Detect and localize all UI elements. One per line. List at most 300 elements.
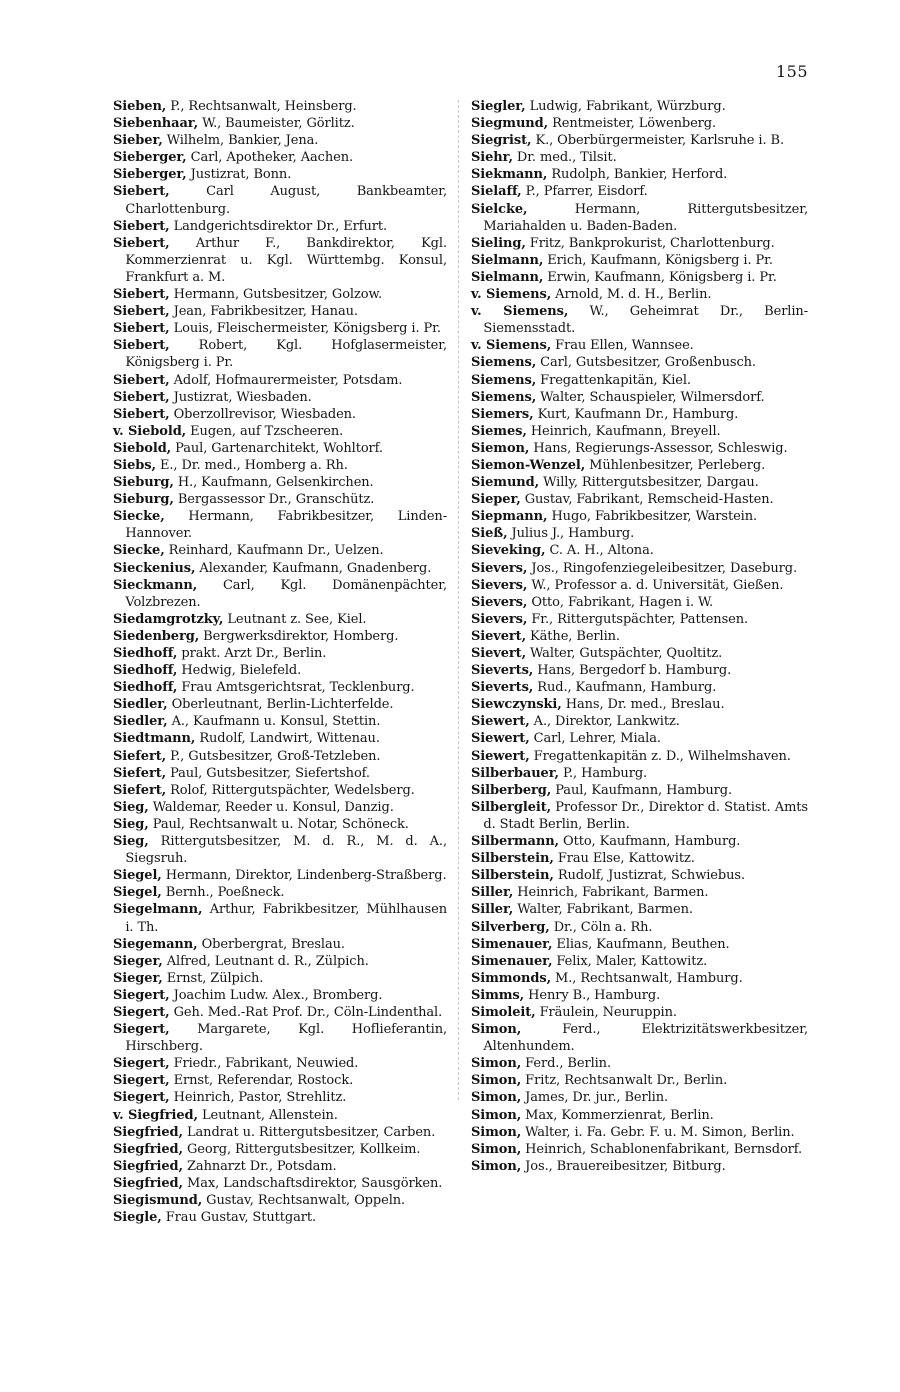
- entry-details: prakt. Arzt Dr., Berlin.: [177, 646, 327, 661]
- directory-entry: [113, 560, 447, 577]
- entry-surname: Siemon-Wenzel,: [471, 457, 586, 473]
- entry-surname: Siegert,: [113, 1004, 170, 1020]
- entry-surname: Sieg,: [113, 799, 149, 815]
- entry-surname: Siebert,: [113, 406, 170, 422]
- directory-entry: [471, 765, 808, 782]
- directory-entry: [471, 696, 808, 713]
- directory-entry: [113, 1055, 447, 1072]
- directory-entry: [471, 713, 808, 730]
- directory-entry: [113, 662, 447, 679]
- entry-surname: Siebert,: [113, 218, 170, 234]
- directory-entry: [113, 884, 447, 901]
- entry-surname: Siemes,: [471, 423, 527, 439]
- entry-details: Carl August, Bankbeamter, Charlottenburg.: [125, 184, 447, 217]
- entry-details: Bernh., Poeßneck.: [161, 885, 285, 901]
- directory-entry: [471, 201, 808, 235]
- entry-surname: Sieger,: [113, 953, 163, 969]
- entry-surname: Siedhoff,: [113, 646, 178, 661]
- page-number: 155: [776, 62, 809, 81]
- entry-surname: Sievers,: [471, 611, 528, 627]
- entry-details: Carl, Apotheker, Aachen.: [186, 150, 354, 166]
- directory-entry: [471, 628, 808, 645]
- entry-details: Hedwig, Bielefeld.: [177, 663, 302, 679]
- entry-details: H., Kaufmann, Gelsenkirchen.: [173, 475, 374, 491]
- directory-entry: [471, 1004, 808, 1021]
- directory-entry: [113, 286, 447, 303]
- entry-surname: Siegel,: [113, 885, 162, 901]
- entry-details: Heinrich, Fabrikant, Barmen.: [513, 885, 709, 901]
- entry-surname: Siedhoff,: [113, 680, 178, 696]
- entry-details: Reinhard, Kaufmann Dr., Uelzen.: [164, 543, 384, 559]
- entry-surname: Sieberger,: [113, 150, 187, 166]
- entry-surname: Siegismund,: [113, 1193, 203, 1208]
- entry-details: Alfred, Leutnant d. R., Zülpich.: [162, 953, 369, 969]
- entry-surname: Siemens,: [471, 389, 537, 405]
- entry-surname: Sielmann,: [471, 252, 544, 268]
- entry-surname: Simon,: [471, 1124, 522, 1140]
- directory-entry: [471, 525, 808, 542]
- directory-entry: [113, 218, 447, 235]
- entry-surname: v. Siebold,: [113, 423, 187, 439]
- directory-entry: [113, 1021, 447, 1055]
- entry-details: Bergwerksdirektor, Homberg.: [199, 628, 399, 644]
- entry-surname: Simon,: [471, 1073, 522, 1089]
- entry-surname: Sievert,: [471, 646, 527, 661]
- entry-surname: Simon,: [471, 1090, 522, 1106]
- entry-surname: Simon,: [471, 1141, 522, 1157]
- entry-surname: Siebs,: [113, 457, 156, 473]
- entry-details: Justizrat, Bonn.: [186, 167, 292, 183]
- entry-details: Professor Dr., Direktor d. Statist. Amts d. Stadt Berlin, Berlin.: [483, 799, 808, 832]
- entry-details: M., Rechtsanwalt, Hamburg.: [551, 970, 743, 986]
- entry-surname: Sievert,: [471, 628, 527, 644]
- entry-details: W., Baumeister, Görlitz.: [198, 116, 355, 132]
- directory-entry: [471, 901, 808, 918]
- entry-surname: Silverberg,: [471, 919, 550, 935]
- entry-details: Erwin, Kaufmann, Königsberg i. Pr.: [543, 269, 777, 285]
- entry-surname: Siedenberg,: [113, 628, 200, 644]
- directory-entry: [471, 542, 808, 559]
- entry-surname: Sieben,: [113, 99, 167, 114]
- directory-entry: [471, 970, 808, 987]
- entry-details: A., Kaufmann u. Konsul, Stettin.: [167, 714, 381, 730]
- entry-details: Paul, Rechtsanwalt u. Notar, Schöneck.: [148, 816, 409, 832]
- directory-entry: [113, 542, 447, 559]
- entry-details: Rentmeister, Löwenberg.: [548, 116, 717, 132]
- entry-details: Rolof, Rittergutspächter, Wedelsberg.: [166, 782, 415, 798]
- entry-surname: Siegel,: [113, 868, 162, 884]
- entry-surname: Sielcke,: [471, 201, 528, 217]
- entry-details: Felix, Maler, Kattowitz.: [552, 953, 708, 969]
- entry-surname: Siemens,: [471, 372, 537, 388]
- entry-details: Frau Gustav, Stuttgart.: [161, 1210, 317, 1226]
- entry-details: Carl, Kgl. Domänenpächter, Volzbrezen.: [125, 577, 447, 610]
- entry-surname: Siebert,: [113, 287, 170, 303]
- directory-entry: [471, 491, 808, 508]
- directory-entry: [113, 867, 447, 884]
- entry-details: Frau Ellen, Wannsee.: [551, 338, 694, 354]
- entry-details: Jos., Brauereibesitzer, Bitburg.: [521, 1158, 726, 1174]
- entry-surname: v. Siemens,: [471, 287, 552, 303]
- entry-details: Hugo, Fabrikbesitzer, Warstein.: [547, 509, 758, 525]
- directory-entry: [113, 166, 447, 183]
- entry-details: C. A. H., Altona.: [545, 543, 654, 559]
- entry-surname: Siegert,: [113, 1090, 170, 1106]
- entry-details: Eugen, auf Tzscheeren.: [186, 423, 344, 439]
- entry-surname: Sieber,: [113, 133, 163, 149]
- entry-details: Landgerichtsdirektor Dr., Erfurt.: [169, 218, 388, 234]
- directory-entry: [471, 474, 808, 491]
- entry-details: W., Geheimrat Dr., Berlin-Siemensstadt.: [483, 304, 808, 337]
- directory-entry: [113, 303, 447, 320]
- entry-details: Georg, Rittergutsbesitzer, Kollkeim.: [182, 1141, 421, 1157]
- entry-details: James, Dr. jur., Berlin.: [521, 1090, 669, 1106]
- directory-entry: [471, 1021, 808, 1055]
- directory-entry: [113, 833, 447, 867]
- entry-surname: Sieper,: [471, 492, 521, 508]
- directory-entry: [113, 970, 447, 987]
- entry-details: P., Hamburg.: [558, 765, 648, 781]
- entry-surname: Simon,: [471, 1107, 522, 1123]
- entry-surname: Siegle,: [113, 1210, 162, 1226]
- entry-surname: Siebert,: [113, 372, 170, 388]
- entry-surname: Simon,: [471, 1022, 522, 1038]
- entry-details: Joachim Ludw. Alex., Bromberg.: [169, 987, 383, 1003]
- entry-details: Gustav, Fabrikant, Remscheid-Hasten.: [520, 492, 774, 508]
- entry-surname: Siewczynski,: [471, 697, 562, 713]
- entry-surname: Sieberger,: [113, 167, 187, 183]
- entry-surname: Sieburg,: [113, 475, 174, 491]
- directory-entry: [113, 183, 447, 217]
- entry-surname: Siecke,: [113, 543, 165, 559]
- column-divider: [458, 100, 459, 1100]
- entry-surname: Sievers,: [471, 577, 528, 593]
- entry-details: Hermann, Direktor, Lindenberg-Straßberg.: [161, 868, 447, 884]
- entry-details: A., Direktor, Lankwitz.: [529, 714, 680, 730]
- directory-entry: [471, 611, 808, 628]
- left-column: [113, 98, 447, 1226]
- directory-entry: [471, 884, 808, 901]
- right-column: [471, 98, 808, 1175]
- entry-surname: v. Siemens,: [471, 338, 552, 354]
- entry-surname: Silberberg,: [471, 782, 552, 798]
- directory-entry: [471, 115, 808, 132]
- entry-surname: Sieger,: [113, 970, 163, 986]
- entry-details: P., Gutsbesitzer, Groß-Tetzleben.: [166, 748, 381, 764]
- directory-entry: [471, 149, 808, 166]
- entry-surname: Sieg,: [113, 816, 149, 832]
- directory-entry: [113, 987, 447, 1004]
- directory-entry: [471, 850, 808, 867]
- directory-entry: [471, 372, 808, 389]
- directory-entry: [471, 354, 808, 371]
- entry-surname: Siegfried,: [113, 1124, 183, 1140]
- directory-entry: [471, 252, 808, 269]
- entry-surname: Siemens,: [471, 355, 537, 371]
- entry-surname: Siefert,: [113, 782, 167, 798]
- entry-details: Hermann, Gutsbesitzer, Golzow.: [169, 287, 382, 303]
- directory-entry: [113, 423, 447, 440]
- entry-surname: Sieckenius,: [113, 560, 196, 576]
- entry-surname: Siebert,: [113, 389, 170, 405]
- entry-details: Fr., Rittergutspächter, Pattensen.: [527, 611, 749, 627]
- entry-details: Otto, Kaufmann, Hamburg.: [558, 834, 741, 850]
- entry-surname: Silberstein,: [471, 851, 554, 867]
- directory-entry: [113, 1072, 447, 1089]
- entry-details: Fregattenkapitän z. D., Wilhelmshaven.: [529, 748, 791, 764]
- entry-surname: Siebert,: [113, 321, 170, 337]
- directory-entry: [113, 1107, 447, 1124]
- entry-details: Oberzollrevisor, Wiesbaden.: [169, 406, 356, 422]
- entry-details: Fritz, Bankprokurist, Charlottenburg.: [525, 235, 775, 251]
- entry-surname: Siehr,: [471, 150, 513, 166]
- directory-entry: [113, 440, 447, 457]
- entry-details: Bergassessor Dr., Granschütz.: [173, 492, 375, 508]
- entry-details: Waldemar, Reeder u. Konsul, Danzig.: [148, 799, 394, 815]
- entry-details: Oberbergrat, Breslau.: [197, 936, 345, 952]
- entry-details: Heinrich, Schablonenfabrikant, Bernsdorf.: [521, 1141, 803, 1157]
- entry-surname: Siepmann,: [471, 509, 548, 525]
- directory-entry: [113, 936, 447, 953]
- directory-entry: [113, 901, 447, 935]
- entry-details: Otto, Fabrikant, Hagen i. W.: [527, 594, 714, 610]
- entry-surname: Siekmann,: [471, 167, 548, 183]
- entry-surname: Simenauer,: [471, 953, 553, 969]
- entry-details: Willy, Rittergutsbesitzer, Dargau.: [539, 475, 759, 491]
- entry-surname: Siemon,: [471, 440, 530, 456]
- directory-entry: [471, 1072, 808, 1089]
- entry-surname: Siebert,: [113, 235, 170, 251]
- entry-surname: Siegmund,: [471, 116, 549, 132]
- directory-entry: [471, 269, 808, 286]
- entry-details: Ferd., Berlin.: [521, 1056, 611, 1072]
- entry-surname: Siedhoff,: [113, 663, 178, 679]
- entry-surname: Silberstein,: [471, 868, 554, 884]
- entry-surname: Siegler,: [471, 99, 526, 114]
- entry-surname: Sieverts,: [471, 680, 534, 696]
- directory-entry: [471, 919, 808, 936]
- directory-entry: [113, 337, 447, 371]
- directory-entry: [471, 645, 808, 662]
- entry-surname: Siedler,: [113, 697, 168, 713]
- entry-details: Elias, Kaufmann, Beuthen.: [552, 936, 730, 952]
- directory-entry: [471, 303, 808, 337]
- entry-surname: Sieckmann,: [113, 577, 198, 593]
- entry-surname: Siebold,: [113, 440, 172, 456]
- entry-surname: Siegert,: [113, 1073, 170, 1089]
- entry-surname: Siedamgrotzky,: [113, 611, 224, 627]
- directory-entry: [471, 833, 808, 850]
- entry-details: Arthur F., Bankdirektor, Kgl. Kommerzienrat u. Kgl. Württembg. Konsul, Frankfurt a. M.: [125, 235, 447, 285]
- entry-details: Adolf, Hofmaurermeister, Potsdam.: [169, 372, 403, 388]
- entry-surname: Siegfried,: [113, 1141, 183, 1157]
- entry-surname: Siegelmann,: [113, 902, 203, 918]
- entry-surname: Siegrist,: [471, 133, 532, 149]
- directory-entry: [113, 115, 447, 132]
- entry-details: Henry B., Hamburg.: [524, 987, 661, 1003]
- directory-entry: [113, 132, 447, 149]
- directory-entry: [113, 645, 447, 662]
- entry-details: Jos., Ringofenziegeleibesitzer, Daseburg.: [527, 560, 797, 576]
- entry-surname: Siewert,: [471, 714, 530, 730]
- directory-entry: [113, 748, 447, 765]
- directory-entry: [113, 730, 447, 747]
- entry-surname: Simms,: [471, 987, 525, 1003]
- entry-surname: Siebert,: [113, 338, 170, 354]
- entry-surname: Simenauer,: [471, 936, 553, 952]
- entry-details: Walter, Gutspächter, Quoltitz.: [526, 646, 723, 661]
- entry-details: Mühlenbesitzer, Perleberg.: [585, 457, 766, 473]
- directory-entry: [113, 1209, 447, 1226]
- directory-entry: [113, 577, 447, 611]
- entry-details: Heinrich, Pastor, Strehlitz.: [169, 1090, 347, 1106]
- directory-entry: [471, 1158, 808, 1175]
- entry-surname: Silbermann,: [471, 834, 559, 850]
- directory-entry: [471, 166, 808, 183]
- directory-entry: [113, 628, 447, 645]
- entry-surname: Siecke,: [113, 509, 165, 525]
- entry-details: Rudolf, Landwirt, Wittenau.: [195, 731, 380, 747]
- directory-entry: [471, 1089, 808, 1106]
- entry-details: Leutnant z. See, Kiel.: [223, 611, 367, 627]
- entry-surname: Siebert,: [113, 184, 170, 200]
- entry-surname: Siller,: [471, 902, 514, 918]
- entry-details: Arthur, Fabrikbesitzer, Mühlhausen i. Th.: [125, 902, 447, 935]
- entry-details: W., Professor a. d. Universität, Gießen.: [527, 577, 784, 593]
- directory-entry: [471, 132, 808, 149]
- entry-surname: v. Siemens,: [471, 304, 569, 320]
- directory-entry: [471, 423, 808, 440]
- directory-entry: [471, 457, 808, 474]
- entry-surname: Siedler,: [113, 714, 168, 730]
- entry-details: Frau Else, Kattowitz.: [553, 851, 695, 867]
- entry-details: Landrat u. Rittergutsbesitzer, Carben.: [182, 1124, 436, 1140]
- directory-entry: [113, 679, 447, 696]
- directory-entry: [471, 1124, 808, 1141]
- entry-details: Fregattenkapitän, Kiel.: [536, 372, 691, 388]
- entry-details: Max, Kommerzienrat, Berlin.: [521, 1107, 714, 1123]
- entry-surname: Sieveking,: [471, 543, 546, 559]
- entry-details: Rittergutsbesitzer, M. d. R., M. d. A., Siegsruh.: [125, 834, 447, 867]
- entry-surname: Siegert,: [113, 987, 170, 1003]
- entry-details: Fritz, Rechtsanwalt Dr., Berlin.: [521, 1073, 728, 1089]
- entry-details: Walter, Schauspieler, Wilmersdorf.: [536, 389, 765, 405]
- entry-surname: Siemers,: [471, 406, 534, 422]
- directory-entry: [471, 235, 808, 252]
- directory-entry: [113, 1089, 447, 1106]
- directory-entry: [471, 782, 808, 799]
- entry-details: Frau Amtsgerichtsrat, Tecklenburg.: [177, 680, 415, 696]
- directory-entry: [113, 953, 447, 970]
- directory-entry: [113, 799, 447, 816]
- entry-details: Walter, i. Fa. Gebr. F. u. M. Simon, Berlin.: [521, 1124, 795, 1140]
- directory-entry: [471, 799, 808, 833]
- entry-surname: Simon,: [471, 1056, 522, 1072]
- entry-surname: Simoleit,: [471, 1004, 536, 1020]
- directory-entry: [471, 98, 808, 115]
- entry-surname: Sievers,: [471, 594, 528, 610]
- directory-entry: [471, 1141, 808, 1158]
- directory-entry: [113, 816, 447, 833]
- entry-surname: Siegemann,: [113, 936, 198, 952]
- entry-details: Rud., Kaufmann, Hamburg.: [533, 680, 717, 696]
- entry-details: Paul, Gartenarchitekt, Wohltorf.: [171, 440, 383, 456]
- entry-details: Louis, Fleischermeister, Königsberg i. Pr.: [169, 321, 441, 337]
- directory-entry: [113, 372, 447, 389]
- entry-details: Ferd., Elektrizitätswerkbesitzer, Altenhundem.: [483, 1022, 808, 1055]
- entry-details: Leutnant, Allenstein.: [197, 1107, 338, 1123]
- directory-entry: [113, 765, 447, 782]
- entry-details: Arnold, M. d. H., Berlin.: [551, 287, 712, 303]
- directory-entry: [471, 987, 808, 1004]
- directory-entry: [113, 1175, 447, 1192]
- entry-details: Carl, Gutsbesitzer, Großenbusch.: [536, 355, 756, 371]
- directory-entry: [113, 320, 447, 337]
- directory-entry: [471, 953, 808, 970]
- directory-entry: [113, 1124, 447, 1141]
- entry-surname: Sieß,: [471, 526, 508, 542]
- directory-entry: [471, 508, 808, 525]
- entry-details: Wilhelm, Bankier, Jena.: [162, 133, 319, 149]
- entry-details: Ernst, Referendar, Rostock.: [169, 1073, 354, 1089]
- entry-surname: Siegert,: [113, 1056, 170, 1072]
- entry-details: Friedr., Fabrikant, Neuwied.: [169, 1056, 359, 1072]
- entry-surname: Siefert,: [113, 748, 167, 764]
- entry-details: Margarete, Kgl. Hoflieferantin, Hirschberg.: [125, 1022, 447, 1055]
- directory-entry: [471, 867, 808, 884]
- directory-entry: [471, 337, 808, 354]
- entry-details: P., Pfarrer, Eisdorf.: [521, 184, 648, 200]
- entry-surname: Simmonds,: [471, 970, 551, 986]
- entry-surname: Siebenhaar,: [113, 116, 199, 132]
- entry-details: Robert, Kgl. Hofglasermeister, Königsberg i. Pr.: [125, 338, 447, 371]
- entry-details: Kurt, Kaufmann Dr., Hamburg.: [533, 406, 739, 422]
- directory-entry: [113, 149, 447, 166]
- directory-entry: [471, 1107, 808, 1124]
- directory-entry: [471, 730, 808, 747]
- entry-surname: Siller,: [471, 885, 514, 901]
- entry-surname: v. Siegfried,: [113, 1107, 198, 1123]
- entry-details: Käthe, Berlin.: [526, 628, 620, 644]
- entry-surname: Siebert,: [113, 304, 170, 320]
- entry-surname: Silbergleit,: [471, 799, 552, 815]
- entry-details: Fräulein, Neuruppin.: [535, 1004, 677, 1020]
- directory-entry: [471, 286, 808, 303]
- directory-entry: [471, 440, 808, 457]
- entry-details: Dr. med., Tilsit.: [512, 150, 617, 166]
- directory-entry: [113, 235, 447, 286]
- directory-entry: [471, 1055, 808, 1072]
- entry-surname: Siegert,: [113, 1022, 170, 1038]
- entry-details: Erich, Kaufmann, Königsberg i. Pr.: [543, 252, 773, 268]
- entry-details: Jean, Fabrikbesitzer, Hanau.: [169, 304, 358, 320]
- entry-details: Zahnarzt Dr., Potsdam.: [182, 1158, 337, 1174]
- entry-details: Hermann, Fabrikbesitzer, Linden-Hannover.: [125, 509, 447, 542]
- entry-surname: Sielmann,: [471, 269, 544, 285]
- entry-details: Hans, Bergedorf b. Hamburg.: [533, 663, 732, 679]
- entry-surname: Siewert,: [471, 748, 530, 764]
- entry-details: Hans, Regierungs-Assessor, Schleswig.: [529, 440, 788, 456]
- entry-details: Ernst, Zülpich.: [162, 970, 264, 986]
- entry-details: Ludwig, Fabrikant, Würzburg.: [525, 99, 726, 114]
- directory-entry: [113, 1158, 447, 1175]
- directory-entry: [471, 389, 808, 406]
- directory-entry: [471, 594, 808, 611]
- entry-surname: Siewert,: [471, 731, 530, 747]
- entry-surname: Siemund,: [471, 475, 540, 491]
- directory-entry: [471, 183, 808, 200]
- directory-entry: [113, 389, 447, 406]
